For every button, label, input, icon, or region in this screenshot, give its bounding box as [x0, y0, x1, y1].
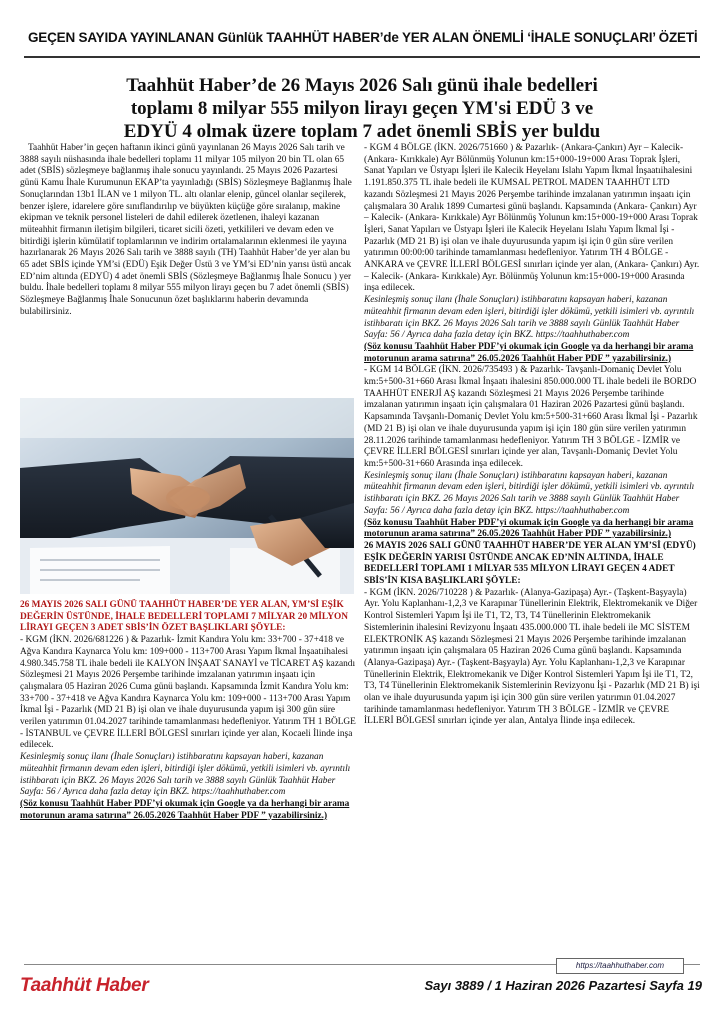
item4-body: - KGM (İKN. 2026/710228 ) & Pazarlık- (Alanya-Gazipaşa) Ayr.- (Taşkent-Başyayla) Ayr. Yolu Kaplanhanı-1,2,3 ve Karapınar Tünellerinin Elektrik, Elektromekanik ve Diğer Kontrol Sistemleri Yapım İşi ile T1, T2, T3, T4 Tünellerinin Elektromekanik Sistemlerinin ihalesini Revizyonu İnşaatı 435.000.000 TL ihale bedeli ile MC SİSTEM ELEKTRONİK AŞ kazandı Sözleşmesi 21 Mayıs 2026 Perşembe tarihinde imzalanan yatırımın inşaatı için çalışmalara 05 Haziran 2026 Cuma günü başlandı. Kapsamında (Alanya-Gazipaşa) Ayr.- (Taşkent-Başyayla) Ayr. Yolu Kaplanhanı-1,2,3 ve Karapınar Tünellerinin Elektrik, Elektromekanik ve Diğer Kontrol Sistemleri Yapım İşi ile T1, T2, T3, T4 Tünellerinin Elektromekanik Sistemlerinin Revizyonu İşi - Pazarlık (MD 21 B) işi olan ve ihale duyurusunda yapım işi için 300 gün süre verilen yatırımın 01.04.2027 tarihinde tamamlanması hedefleniyor. Yatırım TH 3 BÖLGE - İZMİR ve ÇEVRE İLLERİ BÖLGESİ sınırları içinde yer alan, Antalya İlinde inşa edilecek. [364, 587, 700, 727]
supplement-banner-title: GEÇEN SAYIDA YAYINLANAN Günlük TAAHHÜT HABER’de YER ALAN ÖNEMLİ ‘İHALE SONUÇLARI’ ÖZETİ [28, 30, 698, 45]
handshake-illustration [20, 398, 354, 594]
item2-pdf-link[interactable]: (Söz konusu Taahhüt Haber PDF’yi okumak için Google ya da herhangi bir arama motorunun arama satırına” 26.05.2026 Taahhüt Haber PDF ” yazabilirsiniz.) [364, 341, 694, 364]
headline-line-3: EDYÜ 4 olmak üzere toplam 7 adet önemli SBİS yer buldu [123, 121, 601, 142]
right-column [364, 143, 700, 728]
issue-page-info: Sayı 3889 / 1 Haziran 2026 Pazartesi Sayfa 19 [424, 978, 702, 993]
item1-body: - KGM (İKN. 2026/681226 ) & Pazarlık- İzmit Kandıra Yolu km: 33+700 - 37+418 ve Ağva Kandıra Kaynarca Yolu km: 109+000 - 113+700 Arası Yapım İkmal İnşaatıihalesi 4.980.345.758 TL ihale bedeli ile KALYON İNŞAAT SANAYİ ve TİCARET AŞ kazandı Sözleşmesi 21 Mayıs 2026 Perşembe tarihinde imzalanan yatırımın inşaatı için çalışmalara 05 Haziran 2026 Cuma günü başlandı. Kapsamında İzmit Kandıra Yolu km: 33+700 - 37+418 ve Ağva Kandıra Kaynarca Yolu km: 109+000 - 113+700 Arası Yapım İkmal İşi - Pazarlık (MD 21 B) işi olan ve ihale duyurusunda yapım işi 300 gün süre verilen yatırımın 01.04.2027 tarihinde tamamlanması hedefleniyor. Yatırım TH 1 BÖLGE - İSTANBUL ve ÇEVRE İLLERİ BÖLGESİ sınırları içinde yer alan, Kocaeli İlinde inşa edilecek. [20, 635, 356, 751]
item2-note: Kesinleşmiş sonuç ilanı (İhale Sonuçları) istihbaratını kapsayan haberi, kazanan müteahhit firmanın devam eden işleri, bitirdiği işler dökümü, yetkili isimleri vb. ayrıntılı istihbaratı için BKZ. 26 Mayıs 2026 Salı tarih ve 3888 sayılı Günlük Taahhüt Haber Sayfa: 56 / Ayrıca daha fazla detay için BKZ. https://taahhuthaber.com [364, 295, 695, 341]
left-column-bottom [20, 600, 356, 822]
footer-website-link[interactable]: https://taahhuthaber.com [556, 958, 684, 974]
section1-heading: 26 MAYIS 2026 SALI GÜNÜ TAAHHÜT HABER’DE YER ALAN, YM’Sİ EŞİK DEĞERİN ÜSTÜNDE, İHALE BEDELLERİ TOPLAMI 7 MİLYAR 20 MİLYON LİRAYI GEÇEN 3 ADET SBİS’İN ÖZET BAŞLIKLARI ŞÖYLE: [20, 600, 349, 634]
headline-line-2: toplamı 8 milyar 555 milyon lirayı geçen YM'si EDÜ 3 ve [130, 98, 594, 119]
handshake-photo [20, 398, 354, 594]
headline-line-1: Taahhüt Haber’de 26 Mayıs 2026 Salı günü ihale bedelleri [126, 75, 598, 96]
header-rule [24, 56, 700, 58]
left-column-top [20, 143, 356, 319]
intro-paragraph: Taahhüt Haber’in geçen haftanın ikinci günü yayınlanan 26 Mayıs 2026 Salı tarih ve 3888 sayılı nüshasında ihale bedelleri toplamı 11 milyar 105 milyon 20 bin TL olan 65 adet (SBİS) sözleşmeye bağlanmış ihale sonucu yayınlandı. 25 Mayıs 2026 Pazartesi günü Kamu İhale Kurumunun EKAP’ta yayınladığı (SBİS) Sözleşmeye Bağlanmış İhale Sonuçlarından 13b1 İLAN ve 1 milyon TL. altı olanlar elenip, güncel olanlar seçilerek, benzer işlere, idarelere göre sınıflandırılıp ve büyükten küçüğe göre sıralanıp, makine ekipman ve teknik personel listeleri de dahil edilerek özetlenen, ihaleyi kazanan müteahhit firmanın iletişim bilgileri, ticaret sicili özeti, yetkilileri ve devam eden ve bitirdiği işlerin kümülatif toplamlarının ve indirim ortalamalarının eklenmesi ile yayına hazırlanarak 26 Mayıs 2026 Salı tarih ve 3888 sayılı (TH) Taahhüt Haber’de yer alan bu 65 adet SBİS içinde YM’si (EDÜ) Eşik Değer Üstü 3 ve YM’si ED’nin yarısı üstü ancak ED’nim altında (EDYÜ) 4 adet önemli SBİS (Sözleşmeye Bağlanmış İhale Sonucu ) yer buldu. İhale bedelleri toplamı 8 milyar 555 milyon lirayı geçen bu 7 adet önemli (SBİS) Sözleşmeye Bağlanmış İhale Sonucunun özet başlıklarını haberin devamında bulabilirsiniz. [20, 143, 352, 317]
item3-body: - KGM 14 BÖLGE (İKN. 2026/735493 ) & Pazarlık- Tavşanlı-Domaniç Devlet Yolu km:5+500-31+660 Arası İkmal İnşaatı ihalesini 850.000.000 TL ihale bedeli ile BORDO TAAHHÜT ENERJİ AŞ kazandı Sözleşmesi 21 Mayıs 2026 Perşembe tarihinde imzalanan yatırımın inşaatı için çalışmalara 01 Haziran 2026 Pazartesi günü başlandı. Kapsamında Tavşanlı-Domaniç Devlet Yolu km:5+500-31+660 Arası İkmal İşi - Pazarlık (MD 21 B) işi olan ve ihale duyurusunda yapım işi için 180 gün süre verilen yatırımın 28.11.2026 tarihinde tamamlanması hedefleniyor. Yatırım TH 3 BÖLGE - İZMİR ve ÇEVRE İLLERİ BÖLGESİ sınırları içinde yer alan, Tavşanlı-Domaniç Devlet Yolu km:5+500-31+660 Arasında inşa edilecek. [364, 365, 698, 469]
item1-pdf-link[interactable]: (Söz konusu Taahhüt Haber PDF’yi okumak için Google ya da herhangi bir arama motorunun arama satırına” 26.05.2026 Taahhüt Haber PDF ” yazabilirsiniz.) [20, 798, 350, 821]
item3-pdf-link[interactable]: (Söz konusu Taahhüt Haber PDF’yi okumak için Google ya da herhangi bir arama motorunun arama satırına” 26.05.2026 Taahhüt Haber PDF ” yazabilirsiniz.) [364, 517, 694, 540]
item2-body: - KGM 4 BÖLGE (İKN. 2026/751660 ) & Pazarlık- (Ankara-Çankırı) Ayr – Kalecik- (Ankara- Kırıkkale) Ayr Bölünmüş Yolunun km:15+000-19+000 Arası Toprak İşleri, Sanat Yapıları ve Üstyapı İşleri ile Kalecik Heyelanı Islahı Yapım İkmal İnşaatıihalesini 1.191.850.375 TL ihale bedeli ile KUMSAL PETROL MADEN TAAHHÜT LTD kazandı Sözleşmesi 21 Mayıs 2026 Perşembe tarihinde imzalanan yatırımın inşaatı için çalışmalara 30 Aralık 1899 Cumartesi günü başlandı. Kapsamında (Ankara- Çankırı) Ayr – Kalecik- (Ankara- Kırıkkale) Ayr Bölünmüş Yolunun km:15+000-19+000 Arası Toprak İşleri, Sanat Yapıları ve Üstyapı İşleri ile Kalecik Heyelanı Islahı Yapım İkmal İşi - Pazarlık (MD 21 B) işi olan ve ihale duyurusunda yapım işi için 0 gün süre verilen yatırımın 00:00:00 tarihinde tamamlanması hedefleniyor. Yatırım TH 4 BÖLGE - ANKARA ve ÇEVRE İLLERİ BÖLGESİ sınırları içinde yer alan, (Ankara- Çankırı) Ayr. – Kalecik- (Ankara- Kırıkkale) Ayr. Bölünmüş Yolunun km:15+000-19+000 Arasında inşa edilecek. [364, 143, 700, 294]
item1-note: Kesinleşmiş sonuç ilanı (İhale Sonuçları) istihbaratını kapsayan haberi, kazanan müteahhit firmanın devam eden işleri, bitirdiği işler dökümü, yetkili isimleri vb. ayrıntılı istihbaratı için BKZ. 26 Mayıs 2026 Salı tarih ve 3888 sayılı Günlük Taahhüt Haber Sayfa: 56 / Ayrıca daha fazla detay için BKZ. https://taahhuthaber.com [20, 752, 351, 798]
taahhut-haber-logo: Taahhüt Haber [20, 975, 149, 996]
article-headline [40, 74, 684, 143]
item3-note: Kesinleşmiş sonuç ilanı (İhale Sonuçları) istihbaratını kapsayan haberi, kazanan müteahhit firmanın devam eden işleri, bitirdiği işler dökümü, yetkili isimleri vb. ayrıntılı istihbaratı için BKZ. 26 Mayıs 2026 Salı tarih ve 3888 sayılı Günlük Taahhüt Haber Sayfa: 56 / Ayrıca daha fazla detay için BKZ. https://taahhuthaber.com [364, 470, 695, 516]
section2-heading: 26 MAYIS 2026 SALI GÜNÜ TAAHHÜT HABER’DE YER ALAN YM’Sİ (EDYÜ) EŞİK DEĞERİN YARISI ÜSTÜNDE ANCAK ED’NİN ALTINDA, İHALE BEDELLERİ TOPLAMI 1 MİLYAR 535 MİLYON LİRAYI GEÇEN 4 ADET SBİS’İN KISA BAŞLIKLARI ŞÖYLE: [364, 540, 696, 587]
